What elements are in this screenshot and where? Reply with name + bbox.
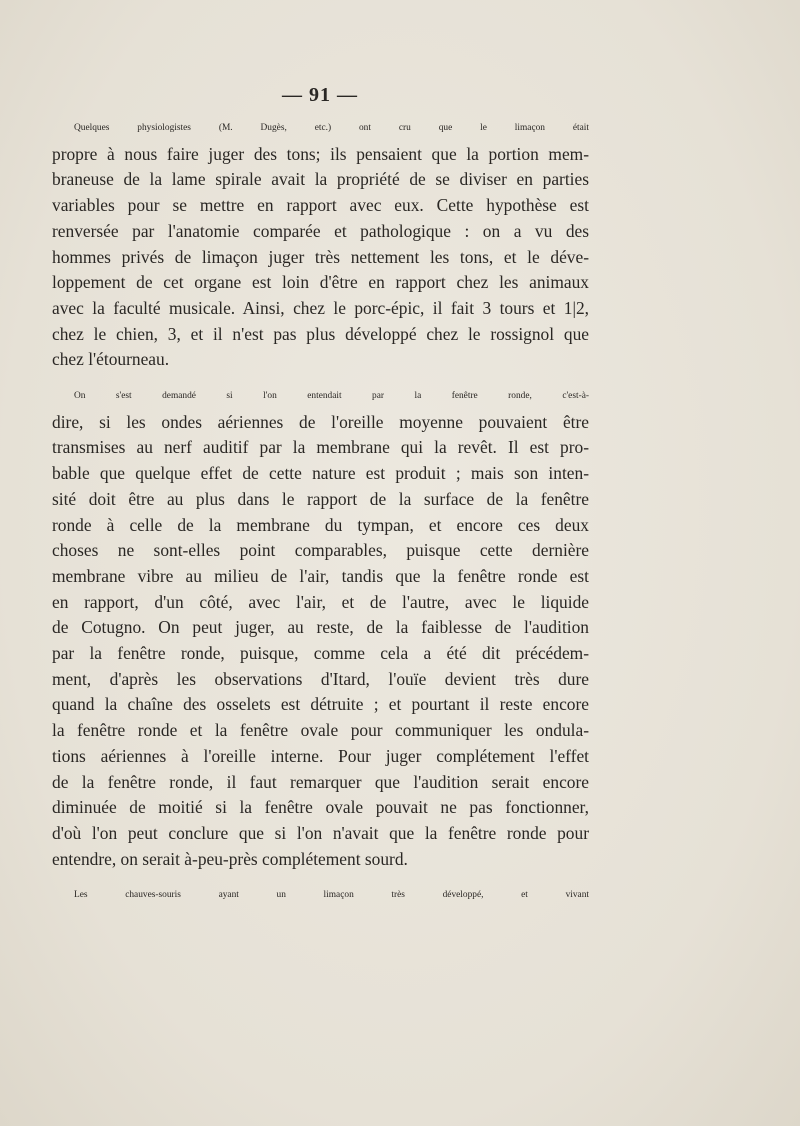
text-line: On s'est demandé si l'on entendait par la fenêtre ronde, c'est-à- — [74, 391, 589, 402]
paragraph-1 — [52, 116, 589, 373]
text-line: avec la faculté musicale. Ainsi, chez le porc-épic, il fait 3 tours et 1|2, — [52, 297, 589, 318]
text-line: de Cotugno. On peut juger, au reste, de la faiblesse de l'audition — [52, 617, 589, 638]
text-line: Quelques physiologistes (M. Dugès, etc.) ont cru que le limaçon était — [74, 123, 589, 133]
body-text — [52, 116, 589, 909]
text-line: braneuse de la lame spirale avait la propriété de se diviser en parties — [52, 169, 589, 190]
text-line: ronde à celle de la membrane du tympan, et encore ces deux — [52, 514, 589, 535]
text-line: transmises au nerf auditif par la membrane qui la revêt. Il est pro- — [52, 437, 589, 458]
page-number: — 91 — — [282, 84, 358, 106]
text-line: dire, si les ondes aériennes de l'oreille moyenne pouvaient être — [52, 411, 589, 432]
text-line: diminuée de moitié si la fenêtre ovale pouvait ne pas fonctionner, — [52, 797, 589, 818]
text-line: Les chauves-souris ayant un limaçon très développé, et vivant — [74, 890, 589, 901]
text-line: sité doit être au plus dans le rapport de la surface de la fenêtre — [52, 488, 589, 509]
text-line: choses ne sont-elles point comparables, puisque cette dernière — [52, 540, 589, 561]
text-line: en rapport, d'un côté, avec l'air, et de l'autre, avec le liquide — [52, 591, 589, 612]
text-line: chez l'étourneau. — [52, 349, 170, 370]
text-line: variables pour se mettre en rapport avec eux. Cette hypothèse est — [52, 195, 589, 216]
text-line: hommes privés de limaçon juger très nettement les tons, et le déve- — [52, 246, 589, 267]
text-line: bable que quelque effet de cette nature est produit ; mais son inten- — [52, 463, 589, 484]
text-line: quand la chaîne des osselets est détruite ; et pourtant il reste encore — [52, 694, 589, 715]
text-line: membrane vibre au milieu de l'air, tandis que la fenêtre ronde est — [52, 565, 589, 586]
text-line: ment, d'après les observations d'Itard, l'ouïe devient très dure — [52, 668, 589, 689]
paragraph-2 — [52, 384, 589, 872]
text-line: propre à nous faire juger des tons; ils pensaient que la portion mem- — [52, 143, 589, 164]
text-line: entendre, on serait à-peu-près complétement sourd. — [52, 848, 408, 869]
text-line: renversée par l'anatomie comparée et pathologique : on a vu des — [52, 220, 589, 241]
text-line: chez le chien, 3, et il n'est pas plus développé chez le rossignol que — [52, 323, 589, 344]
paragraph-3 — [52, 883, 589, 909]
text-line: de la fenêtre ronde, il faut remarquer que l'audition serait encore — [52, 771, 589, 792]
text-line: loppement de cet organe est loin d'être en rapport chez les animaux — [52, 272, 589, 293]
text-line: la fenêtre ronde et la fenêtre ovale pour communiquer les ondula- — [52, 720, 589, 741]
text-line: tions aériennes à l'oreille interne. Pour juger complétement l'effet — [52, 745, 589, 766]
text-line: d'où l'on peut conclure que si l'on n'avait que la fenêtre ronde pour — [52, 822, 589, 843]
text-line: par la fenêtre ronde, puisque, comme cela a été dit précédem- — [52, 643, 589, 664]
